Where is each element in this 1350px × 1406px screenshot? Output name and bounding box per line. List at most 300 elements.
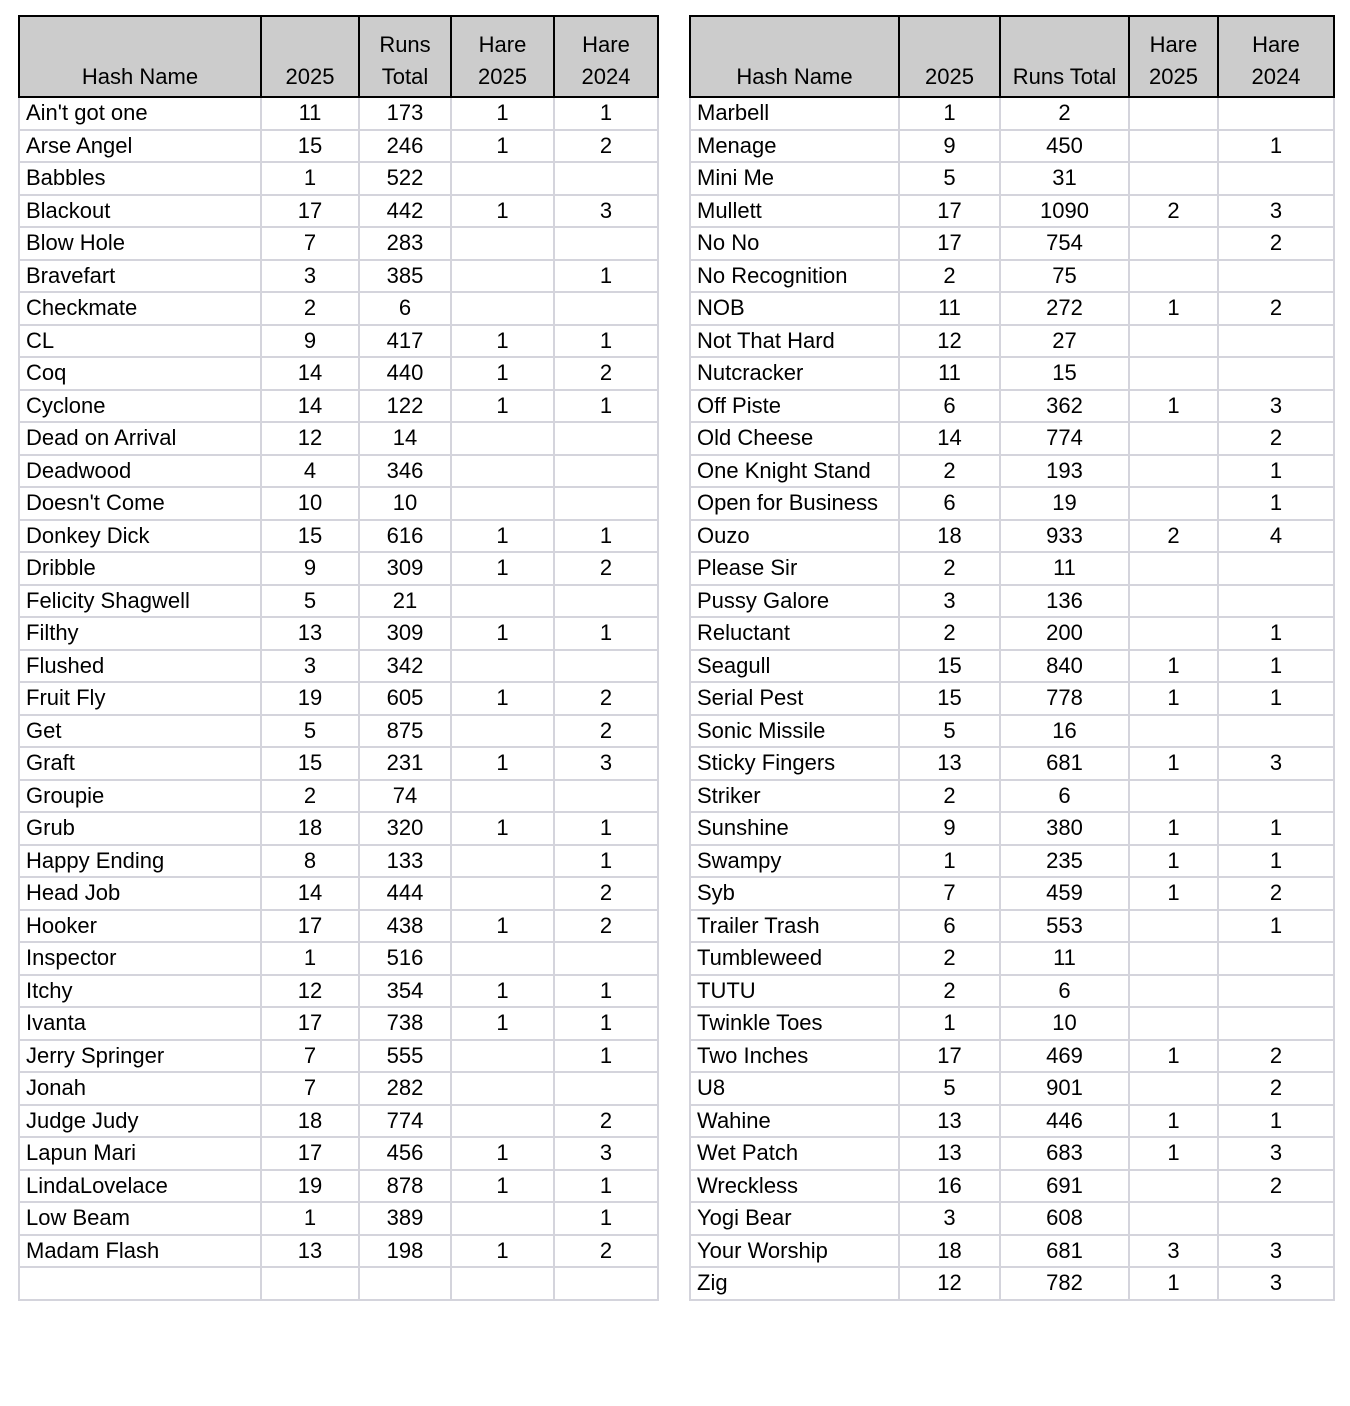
table-row [690, 1170, 1334, 1203]
right-hash-table [689, 15, 1335, 1301]
header-hare-2025 [451, 16, 554, 97]
cell-hash-name: Two Inches [690, 1040, 899, 1073]
table-row [690, 682, 1334, 715]
cell-hare-2025 [1129, 487, 1218, 520]
cell-hash-name: Graft [19, 747, 261, 780]
cell-2025: 12 [261, 975, 359, 1008]
cell-hash-name: Checkmate [19, 292, 261, 325]
cell-hare-2025: 1 [451, 390, 554, 423]
cell-hash-name: Inspector [19, 942, 261, 975]
cell-runs-total: 272 [1000, 292, 1129, 325]
cell-hash-name: Nutcracker [690, 357, 899, 390]
cell-2025: 5 [261, 585, 359, 618]
cell-2025: 14 [261, 357, 359, 390]
cell-2025: 15 [261, 520, 359, 553]
cell-hare-2025: 1 [1129, 812, 1218, 845]
table-row [690, 877, 1334, 910]
cell-hare-2025: 1 [451, 682, 554, 715]
table-row [690, 195, 1334, 228]
cell-runs-total: 738 [359, 1007, 451, 1040]
table-row [690, 520, 1334, 553]
cell-hash-name: Babbles [19, 162, 261, 195]
cell-2025: 6 [899, 390, 1000, 423]
cell-2025: 17 [261, 910, 359, 943]
cell-hare-2025 [451, 1202, 554, 1235]
cell-2025: 14 [261, 877, 359, 910]
cell-hare-2024 [1218, 325, 1334, 358]
cell-2025: 13 [899, 1105, 1000, 1138]
cell-hare-2025: 1 [1129, 845, 1218, 878]
cell-2025: 2 [899, 552, 1000, 585]
cell-hash-name: Arse Angel [19, 130, 261, 163]
cell-runs-total: 231 [359, 747, 451, 780]
cell-hare-2025 [1129, 1072, 1218, 1105]
cell-hare-2025 [1129, 357, 1218, 390]
cell-2025: 6 [899, 487, 1000, 520]
cell-hare-2025: 1 [1129, 292, 1218, 325]
cell-runs-total: 933 [1000, 520, 1129, 553]
table-row [19, 455, 658, 488]
cell-runs-total: 309 [359, 552, 451, 585]
cell-2025: 11 [899, 357, 1000, 390]
cell-runs-total: 346 [359, 455, 451, 488]
cell-hare-2024: 3 [554, 747, 658, 780]
cell-hare-2024 [1218, 1007, 1334, 1040]
cell-hash-name: Please Sir [690, 552, 899, 585]
cell-2025: 2 [899, 780, 1000, 813]
cell-runs-total: 459 [1000, 877, 1129, 910]
cell-2025: 1 [899, 845, 1000, 878]
cell-runs-total: 246 [359, 130, 451, 163]
table-row [690, 1267, 1334, 1300]
cell-2025: 9 [899, 130, 1000, 163]
cell-hare-2024: 2 [554, 715, 658, 748]
table-row [19, 1040, 658, 1073]
table-row [690, 325, 1334, 358]
table-row [19, 585, 658, 618]
cell-hare-2025 [451, 650, 554, 683]
table-row [690, 1007, 1334, 1040]
cell-hare-2025 [451, 162, 554, 195]
cell-hare-2025 [451, 455, 554, 488]
table-body [19, 97, 658, 1300]
table-row [690, 975, 1334, 1008]
cell-hare-2025: 1 [1129, 650, 1218, 683]
table-row [690, 747, 1334, 780]
cell-2025: 3 [899, 1202, 1000, 1235]
cell-runs-total: 6 [359, 292, 451, 325]
cell-hare-2025 [451, 942, 554, 975]
table-row [19, 1072, 658, 1105]
table-row [690, 552, 1334, 585]
cell-hare-2024 [554, 780, 658, 813]
cell-hash-name: Happy Ending [19, 845, 261, 878]
cell-hare-2025 [451, 292, 554, 325]
table-row [690, 260, 1334, 293]
cell-2025: 2 [261, 292, 359, 325]
cell-2025: 9 [899, 812, 1000, 845]
cell-runs-total: 778 [1000, 682, 1129, 715]
cell-runs-total: 444 [359, 877, 451, 910]
table-row [690, 487, 1334, 520]
cell-runs-total: 10 [1000, 1007, 1129, 1040]
cell-hash-name: Serial Pest [690, 682, 899, 715]
table-body [690, 97, 1334, 1300]
cell-2025: 13 [899, 1137, 1000, 1170]
cell-hash-name: Dribble [19, 552, 261, 585]
cell-runs-total: 516 [359, 942, 451, 975]
cell-hash-name: TUTU [690, 975, 899, 1008]
cell-runs-total: 522 [359, 162, 451, 195]
cell-hare-2024: 2 [1218, 1072, 1334, 1105]
header-line: Hare [1149, 32, 1198, 57]
table-row [690, 942, 1334, 975]
cell-hash-name: Menage [690, 130, 899, 163]
cell-runs-total: 136 [1000, 585, 1129, 618]
cell-runs-total: 200 [1000, 617, 1129, 650]
cell-hare-2024 [1218, 357, 1334, 390]
cell-runs-total: 878 [359, 1170, 451, 1203]
cell-hash-name: Zig [690, 1267, 899, 1300]
table-row [19, 357, 658, 390]
cell-2025: 15 [261, 747, 359, 780]
table-row [19, 260, 658, 293]
header-line: Hare [478, 32, 527, 57]
cell-2025: 5 [899, 162, 1000, 195]
cell-2025: 18 [899, 520, 1000, 553]
cell-hare-2025 [1129, 455, 1218, 488]
cell-2025: 5 [899, 1072, 1000, 1105]
cell-runs-total: 15 [1000, 357, 1129, 390]
cell-hash-name: Cyclone [19, 390, 261, 423]
table-row [19, 715, 658, 748]
cell-hare-2024 [554, 292, 658, 325]
cell-hash-name [19, 1267, 261, 1300]
cell-hash-name: Madam Flash [19, 1235, 261, 1268]
cell-hare-2025 [1129, 1007, 1218, 1040]
table-row [690, 1105, 1334, 1138]
cell-runs-total: 442 [359, 195, 451, 228]
cell-2025: 2 [899, 260, 1000, 293]
cell-hare-2025 [1129, 715, 1218, 748]
cell-hare-2025: 1 [451, 357, 554, 390]
cell-hare-2024: 1 [1218, 130, 1334, 163]
cell-hare-2025 [451, 585, 554, 618]
cell-runs-total: 774 [359, 1105, 451, 1138]
table-row [19, 487, 658, 520]
cell-hare-2025: 1 [1129, 682, 1218, 715]
cell-2025: 7 [261, 1072, 359, 1105]
table-row [19, 1137, 658, 1170]
table-row [19, 910, 658, 943]
cell-hare-2024: 1 [554, 520, 658, 553]
cell-hare-2024: 1 [1218, 910, 1334, 943]
header-hash-name [690, 16, 899, 97]
table-row [690, 845, 1334, 878]
table-row [690, 715, 1334, 748]
table-row [19, 520, 658, 553]
cell-hash-name: Wreckless [690, 1170, 899, 1203]
cell-runs-total: 320 [359, 812, 451, 845]
cell-hash-name: Deadwood [19, 455, 261, 488]
cell-runs-total: 840 [1000, 650, 1129, 683]
cell-runs-total: 681 [1000, 1235, 1129, 1268]
cell-hare-2025 [1129, 422, 1218, 455]
cell-hare-2024 [554, 455, 658, 488]
table-row [19, 1235, 658, 1268]
cell-hare-2024: 2 [554, 552, 658, 585]
cell-2025: 2 [899, 975, 1000, 1008]
cell-hash-name: Coq [19, 357, 261, 390]
cell-runs-total: 14 [359, 422, 451, 455]
cell-hash-name: Groupie [19, 780, 261, 813]
cell-hare-2024: 2 [554, 1105, 658, 1138]
cell-hare-2025: 1 [1129, 1267, 1218, 1300]
cell-2025: 2 [899, 455, 1000, 488]
cell-2025: 7 [899, 877, 1000, 910]
cell-runs-total: 683 [1000, 1137, 1129, 1170]
cell-hash-name: Syb [690, 877, 899, 910]
header-hare-2025 [1129, 16, 1218, 97]
cell-runs-total: 438 [359, 910, 451, 943]
cell-hare-2025 [451, 260, 554, 293]
cell-hare-2024: 1 [554, 617, 658, 650]
cell-hare-2024 [554, 650, 658, 683]
cell-runs-total: 11 [1000, 552, 1129, 585]
cell-2025: 3 [261, 260, 359, 293]
cell-runs-total: 75 [1000, 260, 1129, 293]
cell-2025: 19 [261, 682, 359, 715]
cell-runs-total: 16 [1000, 715, 1129, 748]
cell-hash-name: Doesn't Come [19, 487, 261, 520]
table-row [690, 97, 1334, 130]
header-2025 [261, 16, 359, 97]
table-row [19, 1007, 658, 1040]
cell-2025 [261, 1267, 359, 1300]
header-line: 2024 [1251, 64, 1301, 89]
cell-hare-2025: 1 [1129, 1040, 1218, 1073]
cell-hash-name: Blackout [19, 195, 261, 228]
cell-hare-2025: 1 [451, 1170, 554, 1203]
cell-hash-name: One Knight Stand [690, 455, 899, 488]
cell-hash-name: Jonah [19, 1072, 261, 1105]
cell-hare-2024: 1 [1218, 650, 1334, 683]
cell-hash-name: Trailer Trash [690, 910, 899, 943]
cell-hare-2024: 2 [1218, 422, 1334, 455]
cell-hare-2025: 1 [451, 195, 554, 228]
cell-hash-name: Hooker [19, 910, 261, 943]
cell-hare-2025: 1 [1129, 390, 1218, 423]
cell-hare-2024: 2 [1218, 292, 1334, 325]
cell-hare-2024: 3 [1218, 747, 1334, 780]
cell-hare-2024: 1 [1218, 845, 1334, 878]
cell-2025: 18 [261, 812, 359, 845]
cell-hash-name: Seagull [690, 650, 899, 683]
header-hare-2024 [1218, 16, 1334, 97]
cell-hare-2024: 2 [554, 682, 658, 715]
table-row [690, 812, 1334, 845]
cell-hare-2025: 1 [451, 1235, 554, 1268]
table-row [19, 390, 658, 423]
cell-hare-2025 [1129, 97, 1218, 130]
cell-runs-total: 282 [359, 1072, 451, 1105]
cell-hare-2024 [554, 162, 658, 195]
cell-hash-name: Judge Judy [19, 1105, 261, 1138]
cell-runs-total [359, 1267, 451, 1300]
cell-runs-total: 21 [359, 585, 451, 618]
cell-hare-2024: 2 [1218, 877, 1334, 910]
cell-hare-2025 [451, 1072, 554, 1105]
cell-runs-total: 450 [1000, 130, 1129, 163]
cell-hare-2025: 1 [451, 617, 554, 650]
cell-runs-total: 354 [359, 975, 451, 1008]
cell-hash-name: Get [19, 715, 261, 748]
cell-hash-name: Low Beam [19, 1202, 261, 1235]
cell-runs-total: 27 [1000, 325, 1129, 358]
cell-2025: 15 [899, 650, 1000, 683]
cell-hash-name: Marbell [690, 97, 899, 130]
cell-hash-name: U8 [690, 1072, 899, 1105]
cell-hare-2025: 1 [451, 812, 554, 845]
cell-runs-total: 605 [359, 682, 451, 715]
cell-2025: 1 [899, 1007, 1000, 1040]
cell-2025: 15 [261, 130, 359, 163]
cell-hare-2024 [554, 1072, 658, 1105]
cell-2025: 17 [899, 1040, 1000, 1073]
cell-runs-total: 608 [1000, 1202, 1129, 1235]
cell-hare-2024 [554, 1267, 658, 1300]
cell-hare-2024: 1 [1218, 455, 1334, 488]
cell-hare-2024: 2 [554, 877, 658, 910]
cell-2025: 2 [261, 780, 359, 813]
cell-hare-2025: 1 [451, 1007, 554, 1040]
table-row [690, 910, 1334, 943]
cell-hash-name: Sticky Fingers [690, 747, 899, 780]
cell-2025: 3 [899, 585, 1000, 618]
cell-hare-2025: 1 [451, 520, 554, 553]
table-row [690, 162, 1334, 195]
cell-hare-2025: 1 [451, 975, 554, 1008]
cell-2025: 11 [261, 97, 359, 130]
cell-2025: 16 [899, 1170, 1000, 1203]
table-row [19, 617, 658, 650]
cell-2025: 5 [899, 715, 1000, 748]
cell-hash-name: Not That Hard [690, 325, 899, 358]
table-row [690, 130, 1334, 163]
cell-hare-2024: 1 [1218, 682, 1334, 715]
cell-hare-2025 [451, 422, 554, 455]
cell-hare-2024: 1 [554, 812, 658, 845]
cell-runs-total: 283 [359, 227, 451, 260]
cell-hare-2024: 1 [1218, 1105, 1334, 1138]
cell-2025: 5 [261, 715, 359, 748]
cell-hare-2025: 1 [451, 552, 554, 585]
cell-runs-total: 875 [359, 715, 451, 748]
table-row [690, 227, 1334, 260]
cell-2025: 9 [261, 552, 359, 585]
table-row [690, 1137, 1334, 1170]
cell-runs-total: 19 [1000, 487, 1129, 520]
cell-runs-total: 691 [1000, 1170, 1129, 1203]
cell-hare-2024 [1218, 975, 1334, 1008]
cell-hare-2024 [1218, 942, 1334, 975]
table-row [690, 585, 1334, 618]
cell-hare-2025 [1129, 975, 1218, 1008]
cell-hash-name: Open for Business [690, 487, 899, 520]
cell-hash-name: Lapun Mari [19, 1137, 261, 1170]
cell-runs-total: 555 [359, 1040, 451, 1073]
cell-hare-2024 [1218, 162, 1334, 195]
cell-2025: 18 [899, 1235, 1000, 1268]
header-line: Total [381, 64, 429, 89]
cell-hare-2025 [451, 1105, 554, 1138]
cell-hash-name: Filthy [19, 617, 261, 650]
cell-hare-2025: 1 [451, 325, 554, 358]
table-row [19, 130, 658, 163]
cell-hare-2024: 3 [1218, 1267, 1334, 1300]
table-row [19, 747, 658, 780]
cell-2025: 2 [899, 942, 1000, 975]
cell-hare-2025: 1 [1129, 1105, 1218, 1138]
cell-hare-2024: 3 [1218, 1235, 1334, 1268]
cell-hare-2025 [451, 715, 554, 748]
cell-2025: 2 [899, 617, 1000, 650]
cell-hare-2024 [554, 487, 658, 520]
header-line: Runs Total [1012, 64, 1117, 89]
cell-runs-total: 362 [1000, 390, 1129, 423]
table-row [690, 1040, 1334, 1073]
cell-hare-2024: 3 [554, 195, 658, 228]
table-row [690, 422, 1334, 455]
cell-hare-2024 [1218, 715, 1334, 748]
header-line: Hash Name [736, 64, 853, 89]
table-row [19, 877, 658, 910]
cell-hare-2025: 1 [1129, 877, 1218, 910]
cell-hare-2025 [451, 1040, 554, 1073]
cell-hare-2024: 1 [554, 325, 658, 358]
cell-2025: 1 [261, 1202, 359, 1235]
cell-hash-name: Old Cheese [690, 422, 899, 455]
cell-hare-2025 [1129, 227, 1218, 260]
cell-2025: 17 [261, 1137, 359, 1170]
cell-hare-2024 [554, 942, 658, 975]
cell-2025: 3 [261, 650, 359, 683]
cell-hare-2025: 1 [451, 97, 554, 130]
cell-hare-2025 [1129, 260, 1218, 293]
cell-runs-total: 380 [1000, 812, 1129, 845]
cell-hare-2025 [451, 780, 554, 813]
cell-runs-total: 133 [359, 845, 451, 878]
cell-hare-2025 [1129, 162, 1218, 195]
header-line: Hash Name [81, 64, 199, 89]
cell-runs-total: 446 [1000, 1105, 1129, 1138]
cell-hare-2024 [1218, 1202, 1334, 1235]
table-row [690, 1235, 1334, 1268]
cell-hare-2025 [451, 877, 554, 910]
table-row [19, 195, 658, 228]
cell-runs-total: 2 [1000, 97, 1129, 130]
header-line: 2025 [925, 64, 974, 89]
table-row [19, 97, 658, 130]
cell-2025: 8 [261, 845, 359, 878]
cell-runs-total: 193 [1000, 455, 1129, 488]
cell-hash-name: No Recognition [690, 260, 899, 293]
cell-hare-2024: 2 [1218, 227, 1334, 260]
cell-hare-2025 [451, 845, 554, 878]
cell-hare-2024: 2 [554, 910, 658, 943]
cell-hash-name: Sunshine [690, 812, 899, 845]
cell-runs-total: 782 [1000, 1267, 1129, 1300]
